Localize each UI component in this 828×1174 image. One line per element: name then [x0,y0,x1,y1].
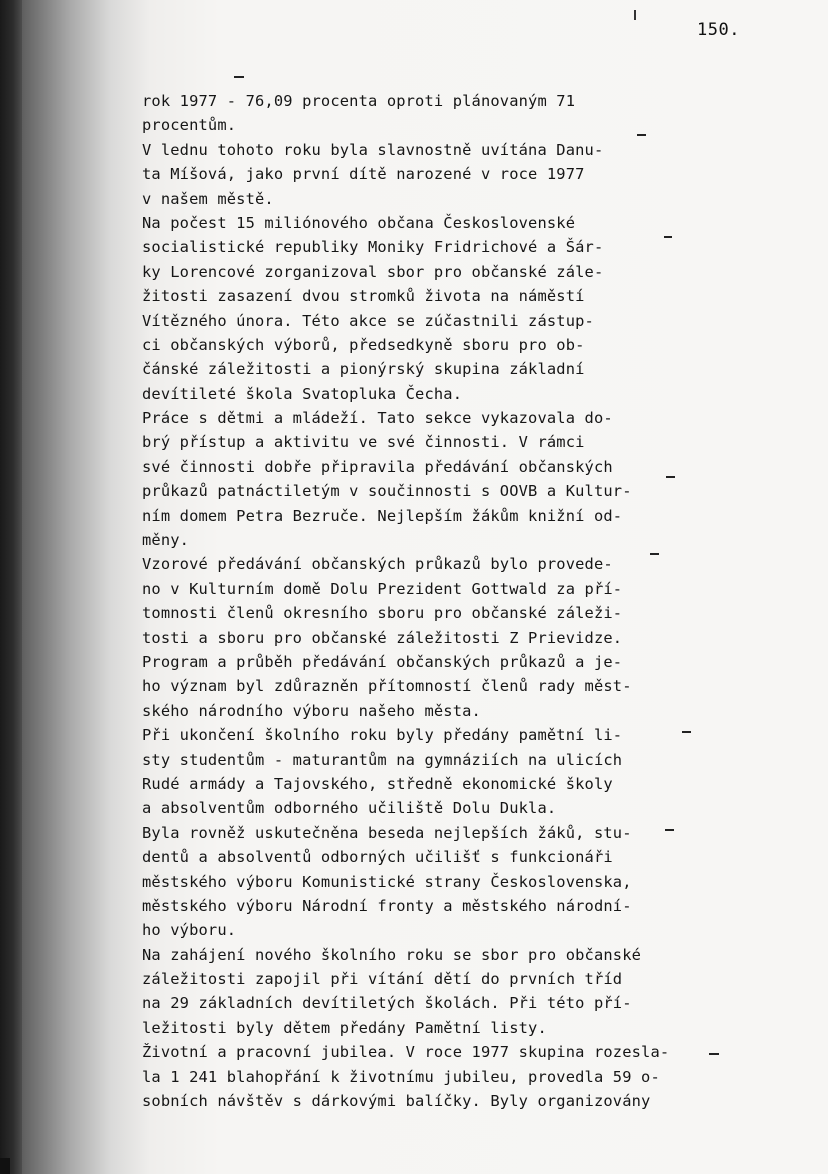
text-line: ci občanských výborů, předsedkyně sboru pro ob- [142,335,585,354]
text-line: Na počest 15 miliónového občana Československé [142,213,576,232]
text-line: brý přístup a aktivitu ve své činnosti. V rámci [142,433,585,452]
text-line: ského národního výboru našeho města. [142,701,481,720]
text-line: socialistické republiky Moniky Fridrichové a Šár- [142,238,604,257]
scan-shadow-corner [0,1158,10,1174]
text-line: své činnosti dobře připravila předávání občanských [142,457,613,476]
text-line: žitosti zasazení dvou stromků života na náměstí [142,287,585,306]
text-line: ho výboru. [142,921,237,940]
scan-mark [682,731,691,733]
page-number: 150. [697,20,740,40]
text-line: v našem městě. [142,189,274,208]
text-line: Byla rovněž uskutečněna beseda nejlepších žáků, stu- [142,823,632,842]
typewritten-text [142,89,722,1113]
text-line: ho význam byl zdůrazněn přítomností členů rady měst- [142,677,632,696]
scan-mark [664,236,672,238]
text-line: devítileté škola Svatopluka Čecha. [142,384,463,403]
text-line: rok 1977 - 76,09 procenta oproti plánovaným 71 [142,92,576,110]
text-line: ležitosti byly dětem předány Pamětní listy. [142,1018,547,1037]
text-line: Program a průběh předávání občanských průkazů a je- [142,652,623,671]
text-line: Vítězného února. Této akce se zúčastnili zástup- [142,311,594,330]
text-line: Práce s dětmi a mládeží. Tato sekce vykazovala do- [142,409,613,428]
text-line: Na zahájení nového školního roku se sbor pro občanské [142,945,642,964]
text-line: sty studentům - maturantům na gymnáziích na ulicích [142,750,623,769]
scan-mark [634,10,636,20]
scan-shadow-edge [0,0,22,1174]
scan-mark [650,553,659,555]
text-line: tomnosti členů okresního sboru pro občanské záleži- [142,604,623,623]
text-line: procentům. [142,116,237,135]
text-line: na 29 základních devítiletých školách. Při této pří- [142,994,632,1013]
text-line: městského výboru Komunistické strany Československa, [142,872,632,891]
text-line: sobních návštěv s dárkovými balíčky. Byly organizovány [142,1092,651,1111]
text-line: ta Míšová, jako první dítě narozené v roce 1977 [142,165,585,184]
scan-mark [666,476,675,478]
text-line: ním domem Petra Bezruče. Nejlepším žákům knižní od- [142,506,623,525]
text-line: Při ukončení školního roku byly předány pamětní li- [142,726,623,745]
text-line: Rudé armády a Tajovského, středně ekonomické školy [142,774,613,793]
text-line: tosti a sboru pro občanské záležitosti Z Prievidze. [142,628,623,647]
text-line: měny. [142,531,190,550]
scan-mark [637,134,646,136]
text-line: la 1 241 blahopřání k životnímu jubileu, provedla 59 o- [142,1067,660,1086]
text-line: záležitosti zapojil při vítání dětí do prvních tříd [142,970,623,989]
text-line: čánské záležitosti a pionýrský skupina základní [142,360,585,379]
text-line: dentů a absolventů odborných učilišť s funkcionáři [142,848,613,867]
text-line: Životní a pracovní jubilea. V roce 1977 skupina rozesla- [142,1043,670,1062]
scan-mark [234,76,244,78]
text-line: Vzorové předávání občanských průkazů bylo provede- [142,555,613,574]
text-line: no v Kulturním domě Dolu Prezident Gottwald za pří- [142,579,623,598]
text-line: průkazů patnáctiletým v součinnosti s OOVB a Kultur- [142,482,632,501]
scan-mark [665,829,674,831]
text-line: a absolventům odborného učiliště Dolu Dukla. [142,799,557,818]
text-line: městského výboru Národní fronty a městského národní- [142,896,632,915]
scan-mark [709,1053,719,1055]
text-line: ky Lorencové zorganizoval sbor pro občanské zále- [142,262,604,281]
text-line: V lednu tohoto roku byla slavnostně uvítána Danu- [142,140,604,159]
